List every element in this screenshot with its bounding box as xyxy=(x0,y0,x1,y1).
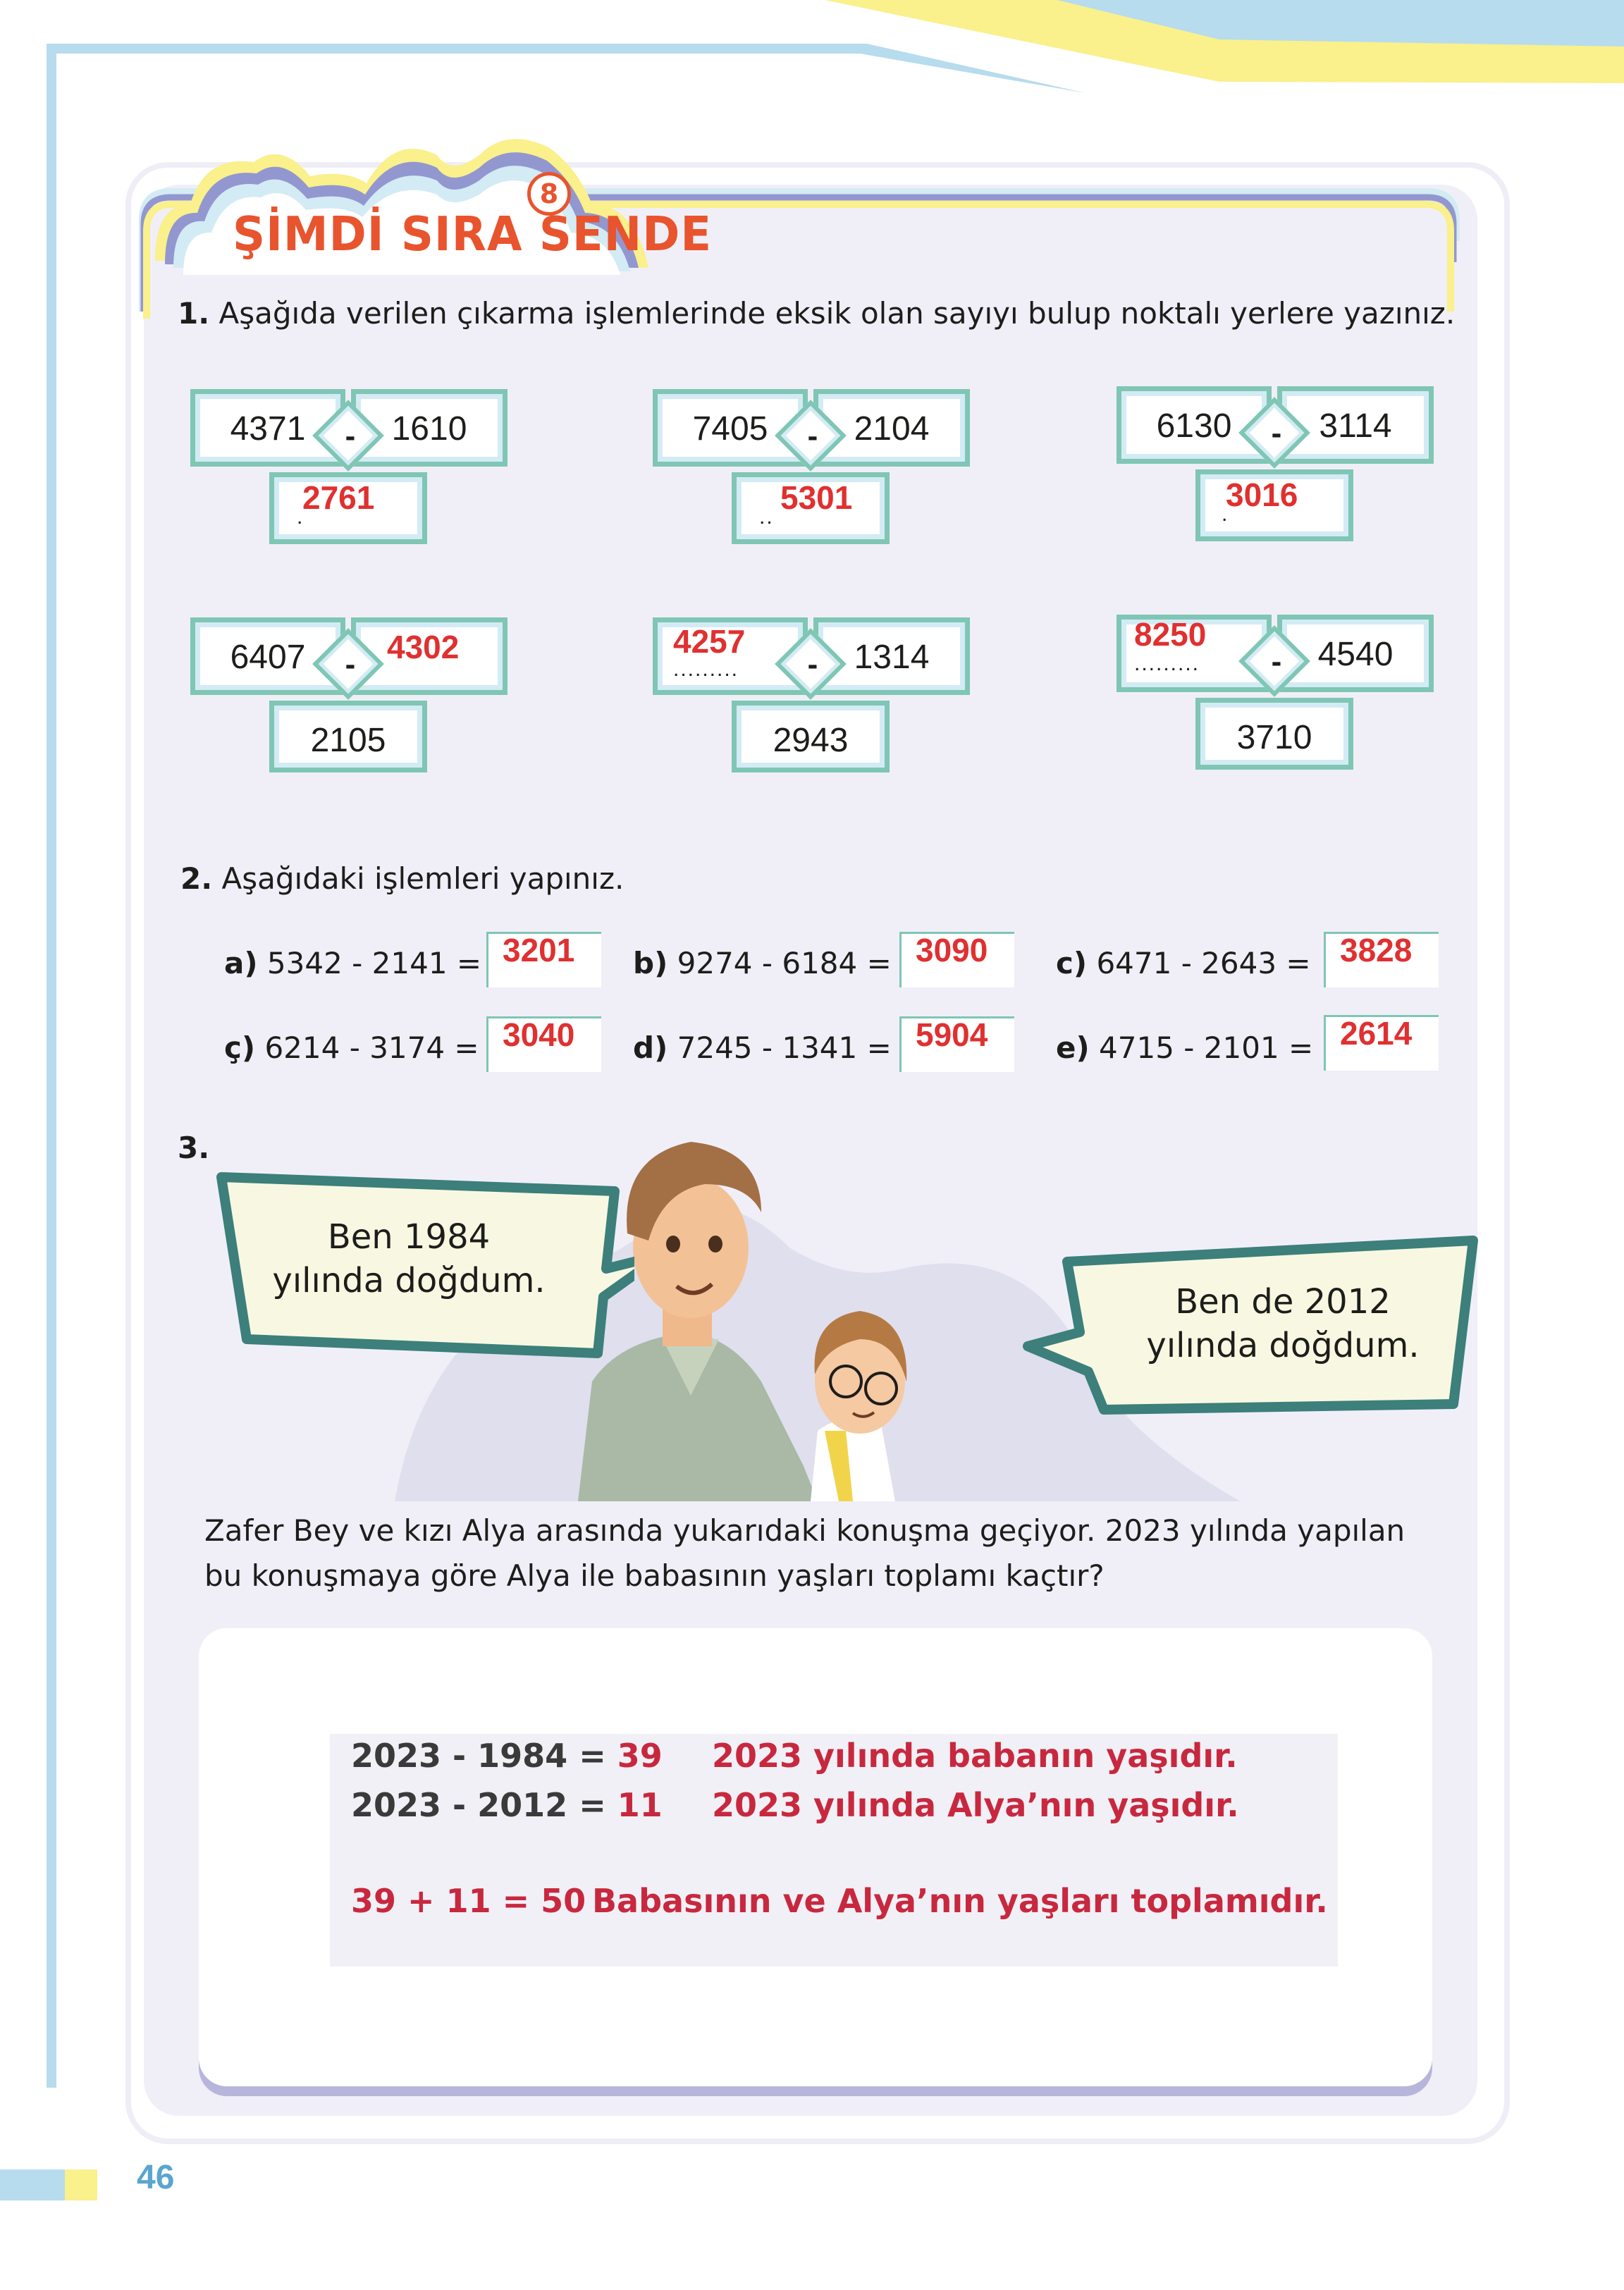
answer-box-a[interactable] xyxy=(486,932,601,987)
minuend-answer: 4257 xyxy=(673,623,746,660)
story-line-1: Zafer Bey ve kızı Alya arasında yukarıdaki konuşma geçiyor. 2023 yılında yapılan xyxy=(204,1513,1405,1548)
blank-dots: ......... xyxy=(673,658,739,681)
footer-yellow-block xyxy=(65,2169,97,2200)
blank-dots: . xyxy=(1222,503,1229,526)
minuend-value: 4371 xyxy=(230,410,306,448)
question-1-text: Aşağıda verilen çıkarma işlemlerinde eksik olan sayıyı bulup noktalı yerlere yazınız. xyxy=(219,296,1456,331)
answer-value: 3040 xyxy=(503,1016,575,1053)
subtraction-puzzle-2 xyxy=(653,389,970,579)
equation-expression: 9274 - 6184 = xyxy=(677,946,892,980)
equation-c xyxy=(1056,946,1311,980)
difference-value: 2105 xyxy=(310,722,386,759)
equation-label: b) xyxy=(633,946,668,980)
answer-box-c-cedilla[interactable] xyxy=(486,1016,601,1072)
subtrahend-value: 2104 xyxy=(854,410,930,448)
page-number: 46 xyxy=(137,2159,175,2196)
question-1-number: 1. xyxy=(178,296,210,331)
father-speech-line-1: Ben 1984 xyxy=(327,1217,491,1257)
father-speech-line-2: yılında doğdum. xyxy=(272,1261,546,1300)
subtraction-puzzle-1 xyxy=(190,389,508,579)
solution-result: 11 xyxy=(617,1786,663,1824)
top-banner-decoration xyxy=(0,0,1624,99)
equation-label: a) xyxy=(224,946,258,980)
equation-expression: 7245 - 1341 = xyxy=(677,1030,892,1065)
subtraction-puzzle-3 xyxy=(1116,386,1434,577)
difference-box[interactable] xyxy=(1195,469,1353,541)
question-2-heading xyxy=(180,861,624,896)
difference-answer: 2761 xyxy=(302,479,375,516)
subtrahend-answer: 4302 xyxy=(387,629,460,665)
answer-value: 5904 xyxy=(916,1016,988,1053)
subtraction-puzzle-5 xyxy=(653,617,970,808)
question-3-story xyxy=(204,1508,1473,1599)
minus-sign: - xyxy=(807,419,818,453)
answer-box-c[interactable] xyxy=(1324,932,1439,987)
difference-box xyxy=(269,701,427,772)
solution-line-1 xyxy=(351,1737,663,1775)
equation-label: c) xyxy=(1056,946,1088,980)
subtrahend-value: 3114 xyxy=(1319,407,1392,445)
answer-box-d[interactable] xyxy=(899,1016,1014,1072)
equation-expression: 5342 - 2141 = xyxy=(266,946,482,980)
equation-b xyxy=(633,946,892,980)
minus-sign: - xyxy=(1271,644,1282,679)
difference-answer: 3016 xyxy=(1226,476,1298,513)
story-line-2: bu konuşmaya göre Alya ile babasının yaşları toplamı kaçtır? xyxy=(204,1558,1105,1593)
difference-value: 3710 xyxy=(1236,719,1312,756)
minus-sign: - xyxy=(345,647,356,682)
blank-dots: .. xyxy=(759,505,774,529)
solution-expression: 2023 - 1984 = xyxy=(351,1737,617,1775)
minus-sign: - xyxy=(1271,416,1282,450)
minuend-answer: 8250 xyxy=(1134,616,1207,653)
difference-value: 2943 xyxy=(773,722,849,759)
equation-expression: 6214 - 3174 = xyxy=(264,1030,479,1065)
difference-box xyxy=(732,701,890,772)
child-speech-text xyxy=(1135,1280,1431,1367)
question-1-heading xyxy=(178,296,1455,331)
equation-c-cedilla xyxy=(224,1030,479,1065)
solution-expression: 2023 - 2012 = xyxy=(351,1786,617,1824)
answer-value: 2614 xyxy=(1340,1015,1413,1052)
solution-result: 39 xyxy=(617,1737,663,1775)
solution-note-1: 2023 yılında babanın yaşıdır. xyxy=(712,1737,1238,1775)
question-2-text: Aşağıdaki işlemleri yapınız. xyxy=(221,861,625,896)
footer-blue-block xyxy=(0,2169,65,2200)
answer-value: 3828 xyxy=(1340,932,1413,968)
minus-sign: - xyxy=(807,647,818,682)
child-speech-line-1: Ben de 2012 xyxy=(1175,1282,1391,1322)
difference-box[interactable] xyxy=(732,472,890,544)
subtraction-puzzle-6 xyxy=(1116,615,1434,805)
answer-value: 3090 xyxy=(916,932,988,968)
page-title: ŞİMDİ SIRA SENDE xyxy=(233,207,713,262)
subtrahend-value: 1314 xyxy=(854,639,930,676)
minuend-value: 6407 xyxy=(230,639,306,676)
difference-box xyxy=(1195,698,1353,770)
minuend-value: 7405 xyxy=(692,410,768,448)
father-speech-text xyxy=(268,1215,550,1303)
equation-expression: 4715 - 2101 = xyxy=(1099,1030,1314,1065)
activity-number-badge: 8 xyxy=(527,172,571,216)
answer-box-e[interactable] xyxy=(1324,1015,1439,1071)
equation-label: ç) xyxy=(224,1030,256,1065)
subtraction-puzzle-4 xyxy=(190,617,508,808)
solution-line-2 xyxy=(351,1786,663,1824)
minus-sign: - xyxy=(345,419,356,453)
solution-note-2: 2023 yılında Alya’nın yaşıdır. xyxy=(712,1786,1239,1824)
equation-label: e) xyxy=(1056,1030,1090,1065)
child-speech-line-2: yılında doğdum. xyxy=(1146,1326,1420,1365)
question-2-number: 2. xyxy=(180,861,213,896)
blank-dots: . xyxy=(297,505,304,529)
blank-dots: ......... xyxy=(1134,652,1200,675)
subtrahend-value: 4540 xyxy=(1317,636,1394,673)
difference-box[interactable] xyxy=(269,472,427,544)
equation-expression: 6471 - 2643 = xyxy=(1096,946,1311,980)
equation-d xyxy=(633,1030,892,1065)
subtrahend-value: 1610 xyxy=(391,410,467,448)
equation-label: d) xyxy=(633,1030,668,1065)
answer-value: 3201 xyxy=(503,932,575,968)
solution-note-3: Babasının ve Alya’nın yaşları toplamıdır. xyxy=(592,1882,1328,1920)
question-3-number: 3. xyxy=(178,1131,210,1165)
equation-a xyxy=(224,946,481,980)
minuend-value: 6130 xyxy=(1156,407,1232,445)
answer-box-b[interactable] xyxy=(899,932,1014,987)
equation-e xyxy=(1056,1030,1313,1065)
solution-line-3: 39 + 11 = 50 xyxy=(351,1882,586,1920)
left-margin-rule xyxy=(47,44,56,2088)
difference-answer: 5301 xyxy=(780,479,853,516)
